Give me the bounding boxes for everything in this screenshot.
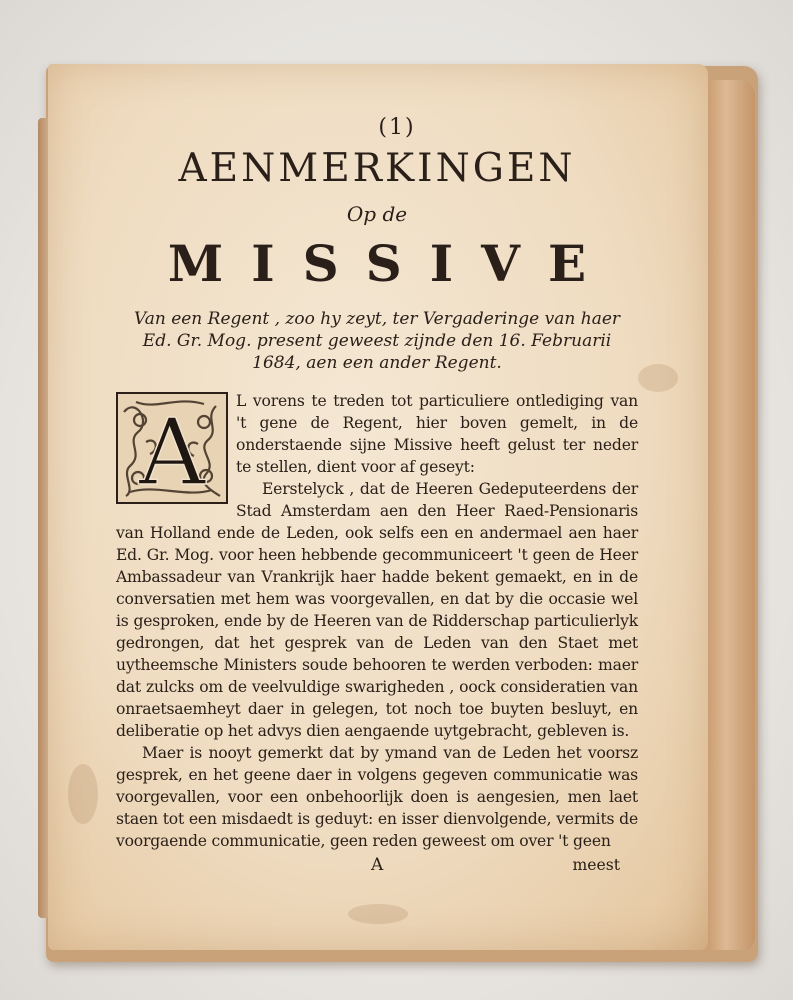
- page-content: [116, 114, 638, 876]
- ornament-icon: [116, 392, 228, 504]
- signature-mark: A: [371, 855, 384, 875]
- title-aenmerkingen: AENMERKINGEN: [178, 146, 576, 191]
- book-page: [48, 64, 708, 950]
- body-text: [116, 390, 638, 852]
- decorated-initial: [116, 392, 228, 504]
- paragraph-3: Maer is nooyt gemerkt dat by ymand van de Leden het voorsz gesprek, en het geene daer in volgens gegeven communicatie was voorgevallen, voor een onbehoorlijk doen is aengesien, men laet staen tot een misdaedt is geduyt: en isser dienvolgende, vermits de voorgaende communicatie, geen reden geweest om over 't geen: [116, 744, 638, 850]
- book: [38, 58, 760, 964]
- initial-letter: A: [138, 399, 206, 504]
- title-missive: MISSIVE: [167, 234, 615, 293]
- title-op-de: Op de: [346, 202, 408, 226]
- subtitle: Van een Regent , zoo hy zeyt, ter Vergaderinge van haer Ed. Gr. Mog. present geweest zijnde den 16. Februarii 1684, aen een ander Regent.: [133, 309, 621, 373]
- page-footer: [116, 854, 638, 876]
- page-number: (1): [378, 115, 416, 140]
- foxing-stain: [68, 764, 98, 824]
- foxing-stain: [638, 364, 678, 392]
- paragraph-1: L vorens te treden tot particuliere ontlediging van 't gene de Regent, hier boven gemelt, in de onderstaende sijne Missive heeft gelust ter neder te stellen, dient voor af geseyt:: [236, 392, 638, 476]
- catchword: meest: [572, 856, 620, 874]
- paragraph-2: Eerstelyck , dat de Heeren Gedeputeerdens der Stad Amsterdam aen den Heer Raed-Pensionaris van Holland ende de Leden, ook selfs een en andermael aen haer Ed. Gr. Mog. voor heen hebbende gecommuniceert 't geen de Heer Ambassadeur van Vrankrijk haer hadde bekent gemaekt, en in de conversatien met hem was voorgevallen, en dat by die occasie wel is gesproken, ende by de Heeren van de Ridderschap particulierlyk gedrongen, dat het gesprek van de Leden van den Staet met uytheemsche Ministers soude behooren te werden verboden: maer dat zulcks om de veelvuldige swarigheden , oock consideratien van onraetsaemheyt daer in gelegen, tot noch toe buyten besluyt, en deliberatie op het advys dien aengaende uytgebracht, gebleven is.: [116, 480, 638, 740]
- foxing-stain: [348, 904, 408, 924]
